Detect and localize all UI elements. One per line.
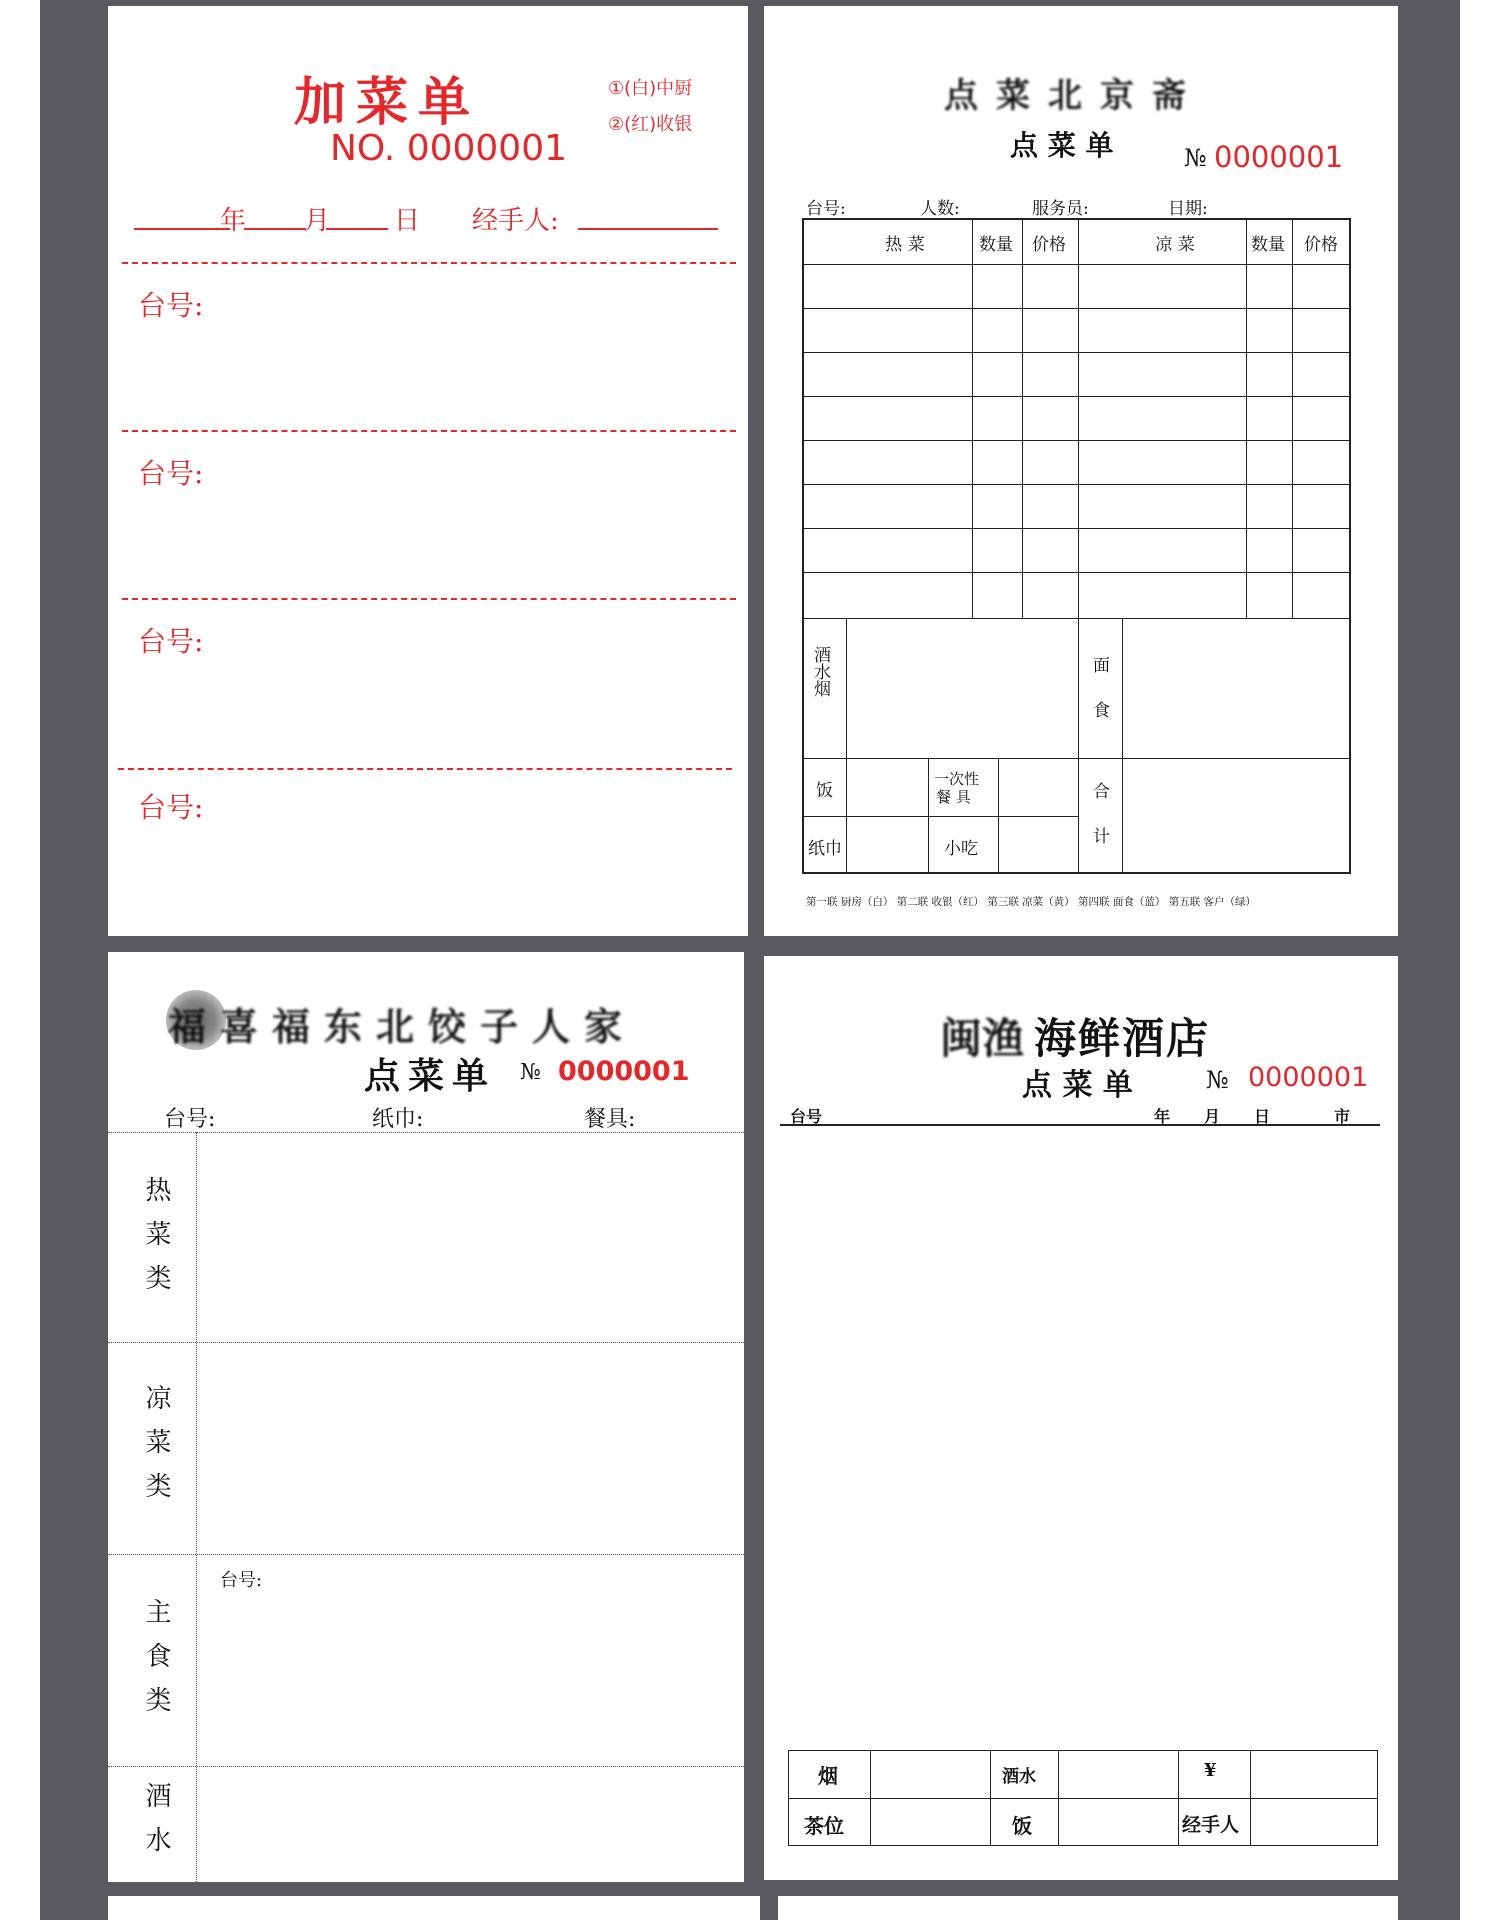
table-number-label: 台号: <box>138 457 204 490</box>
snack-label: 小吃 <box>944 839 978 859</box>
serial-number: 0000001 <box>1248 1062 1369 1093</box>
day-label: 日 <box>394 206 421 236</box>
shop-name: 福喜福东北饺子人家 <box>168 1004 637 1049</box>
next-form-partial <box>778 1896 1398 1920</box>
separator <box>122 598 736 600</box>
copy-note-kitchen: ①(白)中厨 <box>608 78 693 99</box>
tableware-field: 餐具: <box>584 1107 636 1132</box>
order-form-grid <box>764 6 1398 936</box>
month-label: 月 <box>1204 1107 1221 1126</box>
table-number-label: 台号: <box>138 625 204 658</box>
separator <box>122 430 736 432</box>
napkin-label: 纸巾 <box>808 839 842 859</box>
form-title: 点菜单 <box>364 1055 497 1097</box>
noodles-label: 面食 <box>1089 656 1109 746</box>
form-title: 加菜单 <box>294 72 481 133</box>
form-title: 点 菜 单 <box>1022 1068 1133 1103</box>
guests-field: 人数: <box>920 199 960 219</box>
serial-number: NO. 0000001 <box>330 128 568 169</box>
table-number-label: 台号: <box>138 791 204 824</box>
seafood-order-form <box>764 956 1398 1880</box>
dumpling-order-form <box>108 952 744 1882</box>
serial-prefix: № <box>1206 1066 1229 1094</box>
copy-footer: 第一联 厨房（白） 第二联 收银（红） 第三联 凉菜（黄） 第四联 面食（蓝） 第五联 客户（绿） <box>806 896 1257 908</box>
header-qty: 数量 <box>1251 235 1285 255</box>
header-qty: 数量 <box>979 235 1013 255</box>
form-title: 点 菜 单 <box>1010 129 1114 162</box>
header-price: 价格 <box>1304 235 1338 255</box>
section-staple-food: 主食类 <box>141 1598 171 1730</box>
shop-name: 海鲜酒店 <box>1034 1014 1211 1063</box>
order-table <box>802 218 1351 874</box>
month-label: 月 <box>304 206 331 236</box>
serial-number: 0000001 <box>558 1056 690 1087</box>
rice-label: 饭 <box>1012 1814 1032 1838</box>
table-number-field: 台号 <box>790 1107 823 1126</box>
serial-prefix: № <box>1184 144 1207 172</box>
year-label: 年 <box>1154 1107 1171 1126</box>
add-dish-order-form <box>108 6 748 936</box>
city-label: 市 <box>1334 1107 1351 1126</box>
handler-label: 经手人 <box>1182 1814 1240 1836</box>
next-form-partial <box>108 1896 760 1920</box>
drinks-label: 酒水烟 <box>810 646 830 697</box>
copy-note-cashier: ②(红)收银 <box>608 114 693 135</box>
table-number-field: 台号: <box>806 199 846 219</box>
date-field: 日期: <box>1168 199 1208 219</box>
header-price: 价格 <box>1032 235 1066 255</box>
header-hot-dishes: 热 菜 <box>885 235 925 255</box>
handler-label: 经手人: <box>472 206 559 236</box>
total-label: 合计 <box>1089 782 1109 872</box>
rice-label: 饭 <box>816 781 833 801</box>
drinks-label: 酒水 <box>1002 1767 1036 1787</box>
waiter-field: 服务员: <box>1032 199 1089 219</box>
disposable-label-1: 一次性 <box>934 770 980 788</box>
section-cold-dishes: 凉菜类 <box>141 1384 171 1516</box>
separator <box>122 262 736 264</box>
disposable-label-2: 餐 具 <box>936 788 971 806</box>
section-hot-dishes: 热菜类 <box>141 1176 171 1308</box>
tobacco-label: 烟 <box>818 1764 838 1788</box>
day-label: 日 <box>1254 1107 1271 1126</box>
serial-prefix: № <box>520 1060 541 1085</box>
header-cold-dishes: 凉 菜 <box>1155 235 1195 255</box>
shop-name: 点菜北京斋 <box>944 76 1204 116</box>
napkin-field: 纸巾: <box>372 1107 424 1132</box>
table-number-field: 台号: <box>164 1107 216 1132</box>
inner-table-label: 台号: <box>220 1570 263 1591</box>
tea-seat-label: 茶位 <box>804 1814 844 1838</box>
section-drinks: 酒水 <box>141 1782 171 1870</box>
currency-label: ¥ <box>1204 1760 1217 1781</box>
separator <box>118 768 732 770</box>
serial-number: 0000001 <box>1214 140 1344 174</box>
table-number-label: 台号: <box>138 289 204 322</box>
shop-name-prefix: 闽渔 <box>940 1014 1025 1063</box>
year-label: 年 <box>220 206 247 236</box>
